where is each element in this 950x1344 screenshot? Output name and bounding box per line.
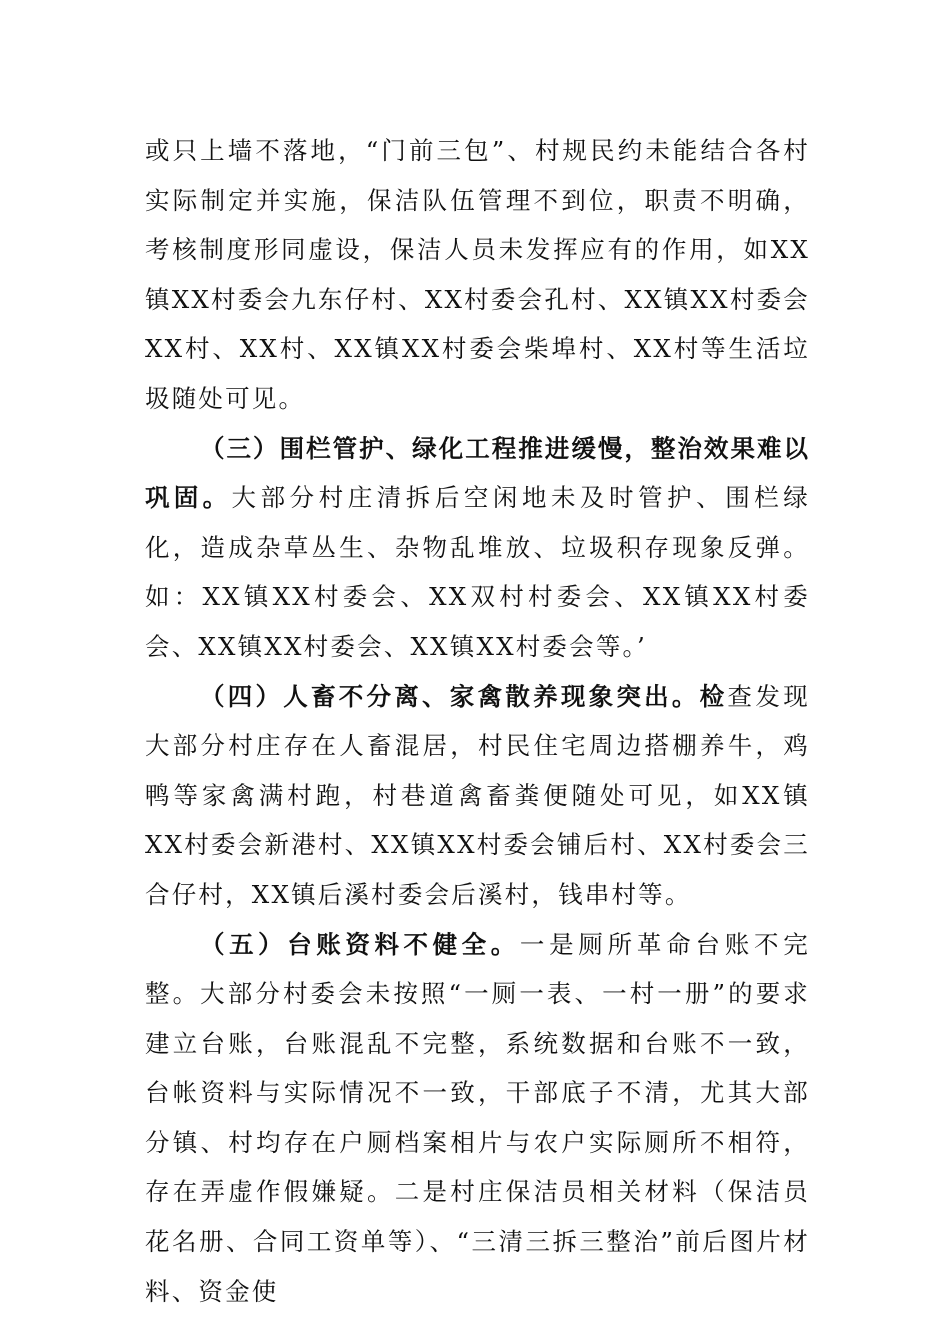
paragraph-body: 一是厕所革命台账不完整。大部分村委会未按照“一厕一表、一村一册”的要求建立台账，台账混乱不完整，系统数据和台账不一致，台帐资料与实际情况不一致，干部底子不清，尤其大部分镇、村均存在户厕档案相片与农户实际厕所不相符，存在弄虚作假嫌疑。二是村庄保洁员相关材料（保洁员花名册、合同工资单等）、“三清三拆三整治”前后图片材料、资金使	[145, 929, 811, 1306]
section-heading: （五）台账资料不健全。	[200, 929, 520, 959]
paragraph-section-5	[145, 920, 810, 1317]
section-heading: （三）围栏管护、绿化工程推进缓慢，整治效果难以巩固。	[145, 433, 810, 513]
paragraph-continued	[145, 126, 810, 424]
section-heading: （四）人畜不分离、家禽散养现象突出。检	[200, 681, 728, 711]
paragraph-body: 或只上墙不落地，“门前三包”、村规民约未能结合各村实际制定并实施，保洁队伍管理不到位，职责不明确，考核制度形同虚设，保洁人员未发挥应有的作用，如XX镇XX村委会九东仔村、XX村委会孔村、XX镇XX村委会XX村、XX村、XX镇XX村委会柴埠村、XX村等生活垃圾随处可见。	[145, 136, 810, 413]
document-body	[145, 126, 810, 1316]
paragraph-body: 查发现大部分村庄存在人畜混居，村民住宅周边搭棚养牛，鸡鸭等家禽满村跑，村巷道禽畜粪便随处可见，如XX镇XX村委会新港村、XX镇XX村委会铺后村、XX村委会三合仔村，XX镇后溪村委会后溪村，钱串村等。	[145, 681, 810, 909]
paragraph-section-4	[145, 672, 810, 920]
paragraph-section-3	[145, 424, 810, 672]
paragraph-body: 大部分村庄清拆后空闲地未及时管护、围栏绿化，造成杂草丛生、杂物乱堆放、垃圾积存现象反弹。如：XX镇XX村委会、XX双村村委会、XX镇XX村委会、XX镇XX村委会、XX镇XX村委会等。’	[145, 483, 811, 661]
